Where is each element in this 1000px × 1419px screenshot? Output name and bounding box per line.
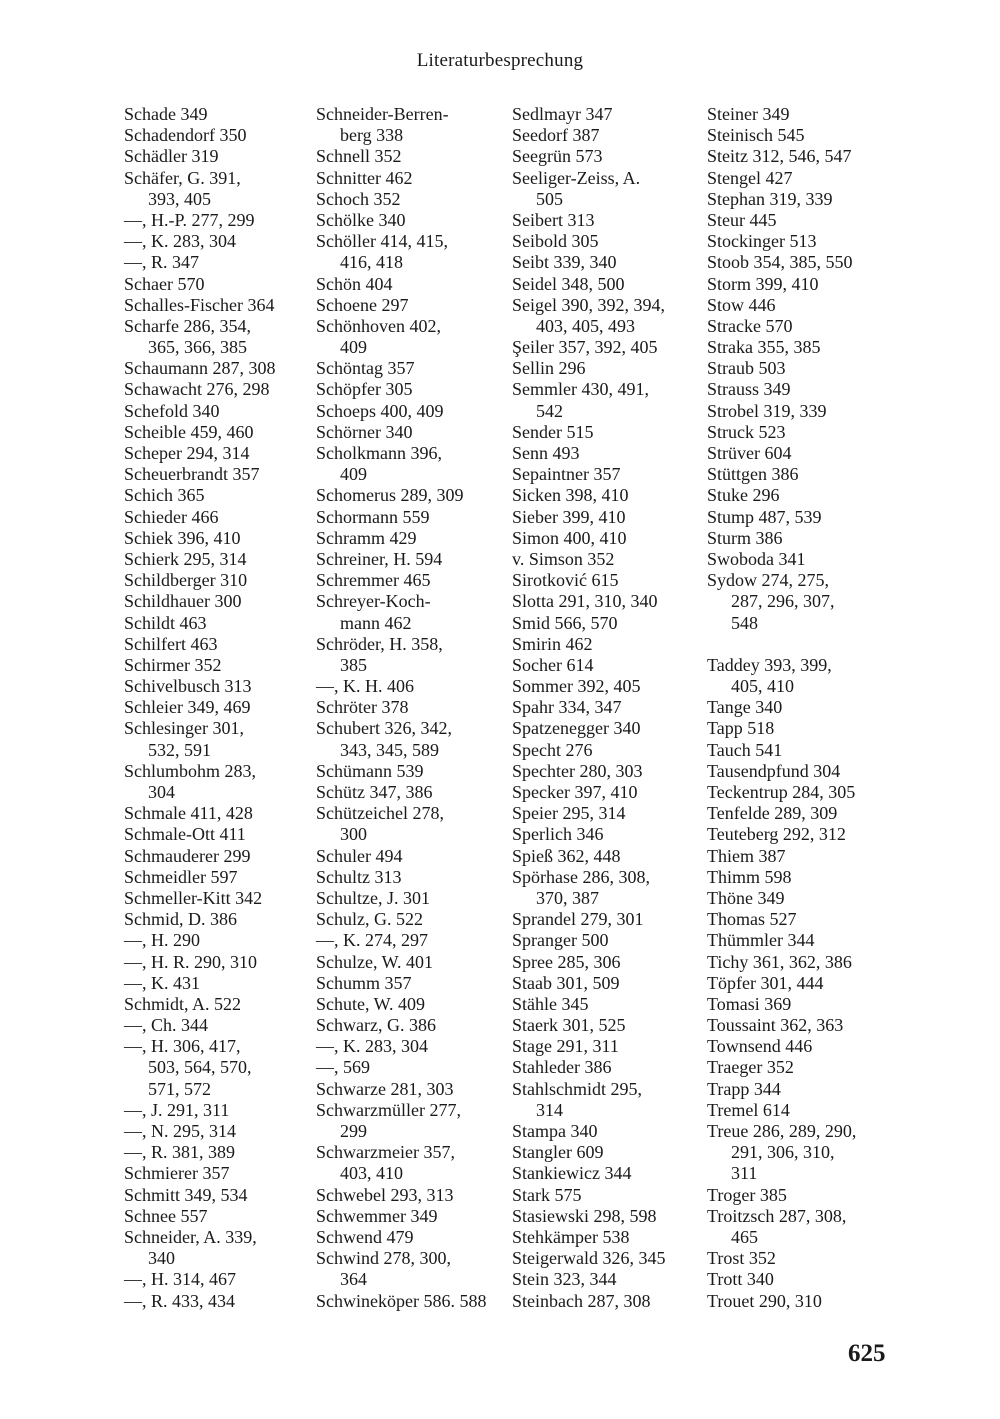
index-entry: Stankiewicz 344	[512, 1163, 632, 1184]
index-entry-continuation: 299	[340, 1121, 367, 1141]
index-entry: Toussaint 362, 363	[707, 1015, 844, 1036]
index-entry: Schuler 494	[316, 845, 403, 866]
index-entry-continuation: 548	[731, 612, 758, 633]
index-entry-continuation: 503, 564, 570,	[148, 1057, 252, 1078]
index-entry: Smid 566, 570	[512, 612, 618, 633]
index-entry: Spranger 500	[512, 930, 609, 951]
index-entry: Schoene 297	[316, 294, 409, 315]
index-entry: Schlesinger 301,	[124, 718, 244, 739]
index-entry: Seidel 348, 500	[512, 273, 625, 294]
index-entry-continuation: 465	[731, 1226, 758, 1247]
index-entry: Teckentrup 284, 305	[707, 782, 856, 802]
index-entry: Schöntag 357	[316, 358, 415, 379]
index-entry-continuation: 343, 345, 589	[340, 739, 439, 760]
index-entry: Schildberger 310	[124, 570, 248, 591]
index-entry-continuation: 385	[340, 654, 367, 675]
index-entry: Staab 301, 509	[512, 972, 620, 993]
index-entry: Storm 399, 410	[707, 273, 819, 294]
index-entry: —, 569	[316, 1057, 370, 1078]
index-entry-continuation: mann 462	[340, 612, 412, 633]
index-entry: Schade 349	[124, 104, 208, 124]
index-entry: Schäfer, G. 391,	[124, 167, 241, 188]
index-entry: Schneider, A. 339,	[124, 1226, 257, 1247]
index-entry: Tauch 541	[707, 739, 783, 760]
index-entry: Töpfer 301, 444	[707, 972, 824, 993]
index-entry: Schich 365	[124, 485, 205, 506]
index-entry: Stow 446	[707, 294, 776, 315]
index-entry: Schmauderer 299	[124, 845, 251, 866]
index-entry: Seibert 313	[512, 209, 595, 230]
index-entry: Şeiler 357, 392, 405	[512, 337, 658, 358]
index-entry: Speier 295, 314	[512, 803, 626, 824]
index-entry: Schreyer-Koch-	[316, 591, 431, 612]
index-entry: Scheuerbrandt 357	[124, 464, 260, 485]
index-entry: Schieder 466	[124, 506, 219, 527]
index-entry: Sicken 398, 410	[512, 485, 629, 506]
index-entry: Schädler 319	[124, 146, 219, 167]
index-entry-continuation: 364	[340, 1269, 367, 1290]
index-entry-continuation: 291, 306, 310,	[731, 1142, 835, 1163]
index-entry: Steitz 312, 546, 547	[707, 146, 852, 167]
index-entry: Schoeps 400, 409	[316, 400, 444, 421]
index-entry: Socher 614	[512, 654, 594, 675]
index-entry: Steigerwald 326, 345	[512, 1248, 666, 1269]
index-entry: Schölke 340	[316, 209, 406, 230]
index-entry: Scheper 294, 314	[124, 443, 250, 463]
index-entry: —, K. 431	[124, 972, 200, 993]
index-entry: Spieß 362, 448	[512, 845, 621, 866]
index-entry: Treue 286, 289, 290,	[707, 1121, 857, 1141]
index-entry: Straka 355, 385	[707, 337, 821, 358]
index-entry: Schwarzmeier 357,	[316, 1142, 455, 1163]
index-entry: Sieber 399, 410	[512, 506, 626, 527]
index-entry: Schwind 278, 300,	[316, 1248, 451, 1269]
index-entry: Straub 503	[707, 358, 786, 379]
index-entry: Strüver 604	[707, 443, 792, 463]
index-entry: Schnitter 462	[316, 167, 413, 188]
index-entry: Sprandel 279, 301	[512, 909, 644, 930]
index-entry-continuation: 571, 572	[148, 1078, 211, 1099]
index-entry: Trost 352	[707, 1248, 776, 1269]
index-entry: Steiner 349	[707, 104, 790, 124]
index-entry: Seigel 390, 392, 394,	[512, 294, 665, 315]
index-entry: —, R. 433, 434	[124, 1290, 236, 1311]
index-entry-continuation: 365, 366, 385	[148, 337, 247, 358]
index-entry: Schildhauer 300	[124, 591, 242, 612]
index-entry: —, H.-P. 277, 299	[124, 209, 255, 230]
index-entry: Troger 385	[707, 1184, 787, 1205]
index-entry: —, K. H. 406	[316, 676, 414, 697]
index-entry: Sydow 274, 275,	[707, 570, 830, 591]
index-entry: Tremel 614	[707, 1099, 790, 1120]
index-entry: —, K. 283, 304	[316, 1036, 428, 1057]
index-entry: Specht 276	[512, 739, 593, 760]
index-entry: Schmid, D. 386	[124, 909, 238, 930]
index-entry: Schlumbohm 283,	[124, 760, 257, 781]
index-entry: Semmler 430, 491,	[512, 379, 649, 400]
index-entry: v. Simson 352	[512, 548, 615, 569]
index-entry: Sturm 386	[707, 527, 783, 548]
index-entry: Spree 285, 306	[512, 951, 621, 972]
index-entry: Schwemmer 349	[316, 1205, 438, 1226]
index-entry: Stage 291, 311	[512, 1036, 619, 1057]
index-entry: —, Ch. 344	[124, 1015, 209, 1036]
index-entry: —, K. 274, 297	[316, 930, 428, 951]
index-entry-continuation: 505	[536, 188, 563, 209]
index-entry-continuation: 287, 296, 307,	[731, 591, 835, 612]
index-entry: Stuke 296	[707, 485, 780, 506]
index-entry: Schefold 340	[124, 400, 220, 421]
index-entry: Schwend 479	[316, 1226, 414, 1247]
index-entry: Schröter 378	[316, 697, 409, 718]
index-entry-continuation: 370, 387	[536, 887, 599, 908]
index-entry: Struck 523	[707, 421, 786, 442]
index-entry: Thimm 598	[707, 866, 792, 887]
index-entry: Trott 340	[707, 1269, 774, 1290]
index-entry: —, H. 290	[124, 930, 200, 951]
index-entry: Schute, W. 409	[316, 993, 426, 1014]
index-entry: Seibt 339, 340	[512, 252, 617, 273]
index-entry: Schmale 411, 428	[124, 803, 253, 824]
index-entry: Slotta 291, 310, 340	[512, 591, 658, 612]
index-entry: Schönhoven 402,	[316, 315, 441, 336]
index-entry: Schawacht 276, 298	[124, 379, 270, 400]
page-number: 625	[848, 1340, 886, 1367]
index-entry: Townsend 446	[707, 1036, 813, 1057]
index-entry-continuation: 311	[731, 1163, 758, 1184]
index-entry: Stangler 609	[512, 1142, 604, 1163]
index-entry-continuation: berg 338	[340, 125, 404, 146]
index-entry: Seibold 305	[512, 231, 599, 252]
index-entry-continuation: 340	[148, 1248, 175, 1269]
index-entry: Schoch 352	[316, 188, 401, 209]
index-entry: Steur 445	[707, 209, 777, 230]
index-entry-continuation: 403, 410	[340, 1163, 403, 1184]
index-entry: Schön 404	[316, 273, 393, 294]
index-entry: Schomerus 289, 309	[316, 485, 464, 506]
index-entry-continuation: 304	[148, 782, 175, 802]
index-entry: Traeger 352	[707, 1057, 794, 1078]
index-entry: Smirin 462	[512, 633, 593, 654]
index-column-2	[316, 104, 516, 1312]
index-entry: Schnell 352	[316, 146, 402, 167]
index-entry: Schörner 340	[316, 421, 413, 442]
index-entry: Tausendpfund 304	[707, 760, 841, 781]
index-entry: Schiek 396, 410	[124, 527, 241, 548]
index-entry: Sepaintner 357	[512, 464, 621, 485]
index-entry: Schulze, W. 401	[316, 951, 433, 972]
index-entry-continuation: 393, 405	[148, 188, 211, 209]
index-entry: Seedorf 387	[512, 125, 600, 146]
index-entry: Schulz, G. 522	[316, 909, 423, 930]
index-entry: Schöller 414, 415,	[316, 231, 448, 252]
index-entry: Schwarzmüller 277,	[316, 1099, 461, 1120]
index-entry: Schmierer 357	[124, 1163, 230, 1184]
index-entry: Stüttgen 386	[707, 464, 799, 485]
index-entry: Trouet 290, 310	[707, 1290, 822, 1311]
index-entry: Steinisch 545	[707, 125, 805, 146]
index-entry: Schultz 313	[316, 866, 402, 887]
index-entry-continuation: 542	[536, 400, 563, 421]
index-entry: Schildt 463	[124, 612, 207, 633]
index-entry: —, H. 314, 467	[124, 1269, 236, 1290]
index-entry: Stähle 345	[512, 993, 589, 1014]
index-entry: Schmale-Ott 411	[124, 824, 246, 845]
index-column-3	[512, 104, 712, 1312]
index-entry: Scharfe 286, 354,	[124, 315, 251, 336]
index-entry: Strobel 319, 339	[707, 400, 827, 421]
index-entry: —, H. 306, 417,	[124, 1036, 241, 1057]
index-entry: Troitzsch 287, 308,	[707, 1205, 847, 1226]
index-entry: Schalles-Fischer 364	[124, 294, 275, 315]
index-entry: Schirmer 352	[124, 654, 222, 675]
index-entry: Schwineköper 586. 588	[316, 1290, 487, 1311]
index-entry: Schnee 557	[124, 1205, 208, 1226]
index-entry: Schwebel 293, 313	[316, 1184, 454, 1205]
index-entry: Scheible 459, 460	[124, 421, 254, 442]
index-column-1	[124, 104, 324, 1312]
index-entry: Stahlschmidt 295,	[512, 1078, 642, 1099]
index-entry: Schmeller-Kitt 342	[124, 887, 263, 908]
index-entry-continuation: 416, 418	[340, 252, 403, 273]
index-entry: Schierk 295, 314	[124, 548, 247, 569]
index-entry: Tapp 518	[707, 718, 775, 739]
index-entry: Sender 515	[512, 421, 594, 442]
index-entry-continuation: 409	[340, 337, 367, 358]
index-entry: Thöne 349	[707, 887, 785, 908]
index-entry: Staerk 301, 525	[512, 1015, 626, 1036]
index-entry: Steinbach 287, 308	[512, 1290, 651, 1311]
index-entry: Schmitt 349, 534	[124, 1184, 248, 1205]
index-entry: —, K. 283, 304	[124, 231, 236, 252]
index-entry: Schmidt, A. 522	[124, 993, 242, 1014]
index-entry-continuation: 314	[536, 1099, 563, 1120]
index-entry-continuation: 532, 591	[148, 739, 211, 760]
index-entry-continuation: 403, 405, 493	[536, 315, 635, 336]
index-entry: Simon 400, 410	[512, 527, 627, 548]
index-entry: Schöpfer 305	[316, 379, 413, 400]
index-entry: Schütz 347, 386	[316, 782, 433, 802]
index-entry: —, J. 291, 311	[124, 1099, 230, 1120]
index-entry: Scholkmann 396,	[316, 443, 442, 463]
index-entry: Spatzenegger 340	[512, 718, 641, 739]
index-entry: Schumm 357	[316, 972, 412, 993]
index-entry: Strauss 349	[707, 379, 791, 400]
index-entry: Schadendorf 350	[124, 125, 247, 146]
index-entry: Sommer 392, 405	[512, 676, 641, 697]
index-entry: Stephan 319, 339	[707, 188, 833, 209]
index-entry: Schneider-Berren-	[316, 104, 449, 124]
index-entry: Stump 487, 539	[707, 506, 822, 527]
index-entry: Schramm 429	[316, 527, 417, 548]
index-entry: Tange 340	[707, 697, 783, 718]
index-entry: Sirotković 615	[512, 570, 619, 591]
index-entry: Thomas 527	[707, 909, 797, 930]
index-entry: Schwarz, G. 386	[316, 1015, 436, 1036]
index-entry: —, H. R. 290, 310	[124, 951, 258, 972]
index-entry: Spörhase 286, 308,	[512, 866, 650, 887]
index-entry: Stasiewski 298, 598	[512, 1205, 657, 1226]
index-entry: Schmeidler 597	[124, 866, 238, 887]
index-entry: Thiem 387	[707, 845, 786, 866]
index-entry: Sperlich 346	[512, 824, 604, 845]
index-entry: Schubert 326, 342,	[316, 718, 452, 739]
index-entry: Senn 493	[512, 443, 580, 463]
index-entry: Schremmer 465	[316, 570, 431, 591]
index-entry: Spechter 280, 303	[512, 760, 643, 781]
index-entry: Schreiner, H. 594	[316, 548, 443, 569]
index-entry: Sedlmayr 347	[512, 104, 613, 124]
index-entry: Thümmler 344	[707, 930, 815, 951]
index-entry: Stengel 427	[707, 167, 793, 188]
running-header: Literaturbesprechung	[416, 50, 584, 71]
index-entry: —, R. 381, 389	[124, 1142, 236, 1163]
index-entry: Trapp 344	[707, 1078, 781, 1099]
index-entry: Seegrün 573	[512, 146, 603, 167]
index-entry: —, R. 347	[124, 252, 200, 273]
index-entry: Schützeichel 278,	[316, 803, 444, 824]
index-entry: Seeliger-Zeiss, A.	[512, 167, 641, 188]
index-entry: Stark 575	[512, 1184, 582, 1205]
index-entry: Schilfert 463	[124, 633, 218, 654]
index-entry: Stahleder 386	[512, 1057, 612, 1078]
index-entry: Stracke 570	[707, 315, 793, 336]
index-entry: Specker 397, 410	[512, 782, 638, 802]
index-entry: Schivelbusch 313	[124, 676, 252, 697]
index-entry: Schümann 539	[316, 760, 424, 781]
index-entry: Schröder, H. 358,	[316, 633, 443, 654]
index-entry: Tenfelde 289, 309	[707, 803, 838, 824]
index-entry-continuation: 405, 410	[731, 676, 794, 697]
index-entry: Sellin 296	[512, 358, 586, 379]
index-entry: Swoboda 341	[707, 548, 806, 569]
index-entry: Schultze, J. 301	[316, 887, 430, 908]
index-entry: Stampa 340	[512, 1121, 598, 1141]
index-entry: Schleier 349, 469	[124, 697, 251, 718]
index-entry: Stein 323, 344	[512, 1269, 617, 1290]
index-entry: Spahr 334, 347	[512, 697, 622, 718]
index-entry: Stehkämper 538	[512, 1226, 630, 1247]
index-entry: Stockinger 513	[707, 231, 817, 252]
index-entry: Schaumann 287, 308	[124, 358, 276, 379]
index-entry: Schormann 559	[316, 506, 430, 527]
index-entry: —, N. 295, 314	[124, 1121, 236, 1141]
index-entry: Teuteberg 292, 312	[707, 824, 846, 845]
index-entry: Schwarze 281, 303	[316, 1078, 454, 1099]
index-entry: Tomasi 369	[707, 993, 792, 1014]
index-entry: Stoob 354, 385, 550	[707, 252, 853, 273]
index-entry-continuation: 300	[340, 824, 367, 845]
index-entry: Schaer 570	[124, 273, 205, 294]
index-entry-continuation: 409	[340, 464, 367, 485]
index-column-4	[707, 104, 907, 1312]
index-entry: Tichy 361, 362, 386	[707, 951, 852, 972]
index-entry: Taddey 393, 399,	[707, 654, 832, 675]
